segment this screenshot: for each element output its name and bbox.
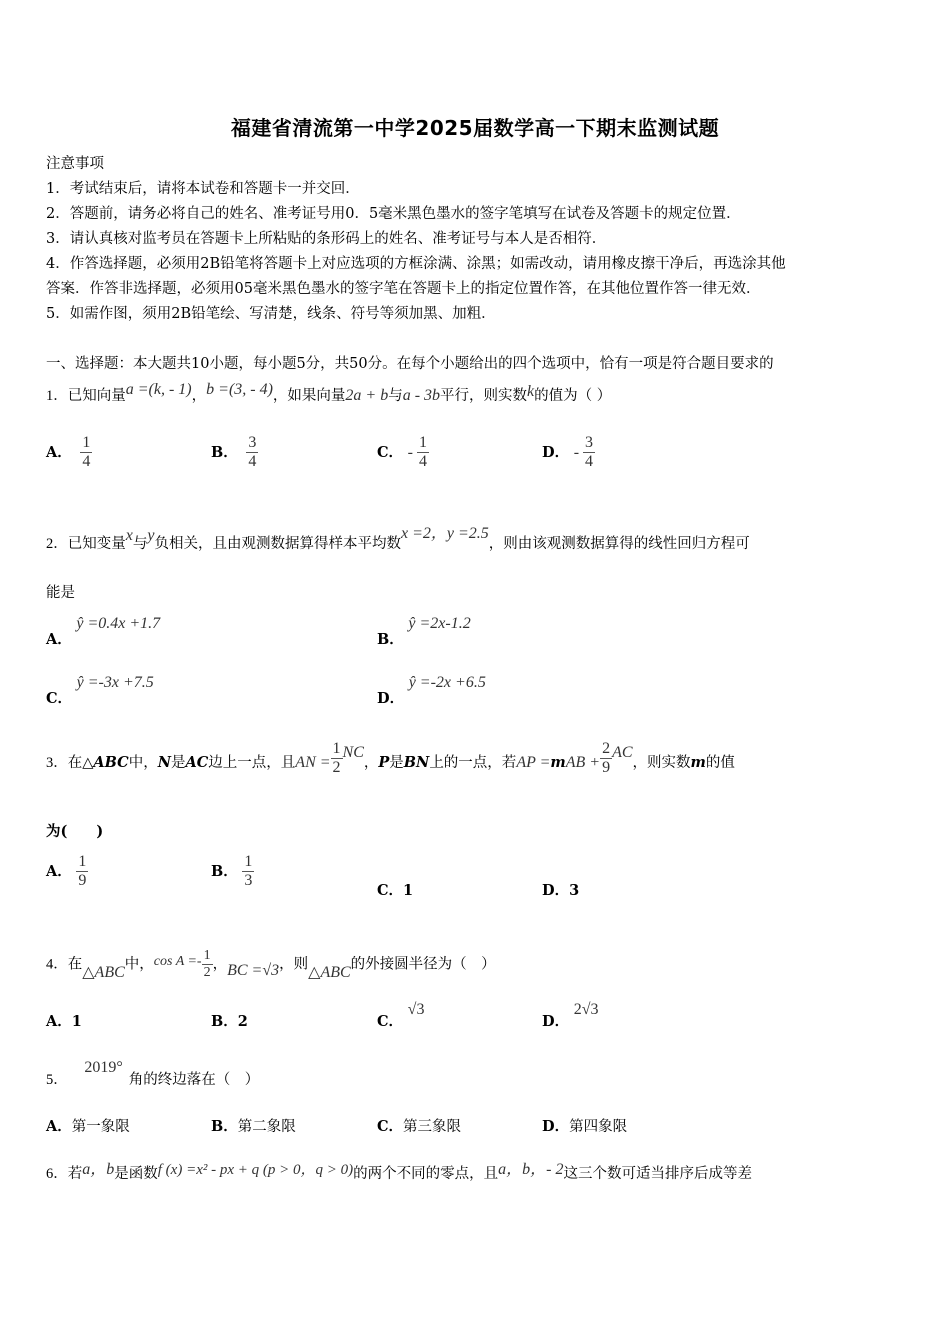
q3-frac-2-den: 9 xyxy=(602,759,611,777)
q1-option-a-label: A． xyxy=(46,443,72,461)
q3-triangle: ABC xyxy=(93,753,129,771)
q1-option-b[interactable] xyxy=(211,434,258,472)
q3-text-6: 是 xyxy=(389,754,404,771)
question-6 xyxy=(46,1160,752,1183)
q4-triangle-2: △ABC xyxy=(308,963,351,981)
q1-option-c-frac xyxy=(417,434,429,472)
q1-option-c-sign: - xyxy=(407,443,413,461)
q1-option-b-num: 3 xyxy=(246,434,258,453)
q3-var-m: m xyxy=(690,753,706,771)
q1-option-b-frac xyxy=(246,434,258,472)
q5-option-b[interactable] xyxy=(211,1115,296,1136)
q5-option-d-label: D． xyxy=(542,1118,570,1135)
q1-option-a-num: 1 xyxy=(80,434,92,453)
q3-text-2: 中， xyxy=(128,754,158,771)
q4-option-d[interactable] xyxy=(542,998,599,1030)
q4-option-b[interactable] xyxy=(211,1010,248,1031)
q3-option-b-label: B． xyxy=(211,862,238,880)
q5-text-1: 角的终边落在（ ） xyxy=(128,1072,260,1088)
q4-text-1: 在 xyxy=(67,956,83,973)
q1-text-6: 的值为（ ） xyxy=(534,388,612,404)
q2-option-c-expr: ŷ =-3x +7.5 xyxy=(76,674,154,691)
question-4 xyxy=(46,948,496,981)
q3-text-9: 的值 xyxy=(705,754,735,771)
q6-numbers: a，b，- 2 xyxy=(498,1161,564,1178)
q1-text-5: 平行，则实数 xyxy=(440,388,528,404)
q1-text-1: 已知向量 xyxy=(67,388,126,404)
q2-text-3: 负相关，且由观测数据算得样本平均数 xyxy=(154,536,401,552)
q5-angle: 2019° xyxy=(84,1059,123,1076)
q1-vector-a: a =(k, - 1) xyxy=(125,381,192,398)
notice-item-2: 2．答题前，请务必将自己的姓名、准考证号用0．5毫米黑色墨水的签字笔填写在试卷及答题卡的规定位置． xyxy=(46,206,741,222)
q1-option-d[interactable] xyxy=(542,434,595,472)
q3-segment-bn: BN xyxy=(403,753,430,771)
q4-option-b-label: B． xyxy=(211,1013,238,1030)
q2-option-b-label: B． xyxy=(377,631,404,648)
q3-point-n: N xyxy=(157,753,171,771)
q1-option-a-den: 4 xyxy=(82,453,91,471)
q1-option-c-den: 4 xyxy=(418,453,427,471)
q3-number: 3． xyxy=(46,754,68,771)
q4-option-c-label: C． xyxy=(377,1013,404,1030)
section-heading: 一、选择题：本大题共10小题，每小题5分，共50分。在每个小题给出的四个选项中，恰有一项是符合题目要求的 xyxy=(46,356,774,372)
q2-option-b-expr: ŷ =2x-1.2 xyxy=(408,615,471,632)
q4-text-2: 中， xyxy=(124,956,154,973)
q1-option-d-den: 4 xyxy=(585,453,594,471)
q4-frac-den: 2 xyxy=(203,965,211,981)
q3-point-p: P xyxy=(378,753,390,771)
q4-option-b-text: 2 xyxy=(237,1013,248,1030)
q4-option-d-expr: 2√3 xyxy=(573,1001,599,1018)
q4-text-3: ， xyxy=(212,956,228,973)
q5-option-a-label: A． xyxy=(46,1118,72,1135)
q5-option-c-label: C． xyxy=(377,1118,404,1135)
q5-option-a-text: 第一象限 xyxy=(71,1119,130,1135)
q4-text-4: ，则 xyxy=(279,956,309,973)
q3-text-1: 在△ xyxy=(67,754,94,771)
q2-option-d[interactable] xyxy=(377,671,486,707)
q3-option-c-label: C． xyxy=(377,882,404,899)
q3-expr-ap: AP = xyxy=(516,753,551,771)
q3-expr-nc: NC xyxy=(342,743,364,761)
q5-option-d-text: 第四象限 xyxy=(569,1119,628,1135)
q4-option-c[interactable] xyxy=(377,998,425,1030)
question-1 xyxy=(46,381,612,405)
q3-expr-an: AN = xyxy=(295,753,331,771)
q3-expr-ab: AB + xyxy=(565,753,601,771)
q3-text-8: ，则实数 xyxy=(632,754,691,771)
q3-frac-1 xyxy=(331,740,343,778)
q6-function: f (x) =x² - px + q (p > 0，q > 0) xyxy=(157,1162,354,1178)
q2-option-a[interactable] xyxy=(46,612,161,648)
question-2 xyxy=(46,525,750,553)
q3-coef-m: m xyxy=(550,753,566,771)
q3-option-c-text: 1 xyxy=(403,882,414,899)
q6-text-3: 的两个不同的零点，且 xyxy=(353,1166,499,1182)
page-title: 福建省清流第一中学2025届数学高一下期末监测试题 xyxy=(230,116,720,140)
q2-option-c[interactable] xyxy=(46,671,154,707)
notice-heading: 注意事项 xyxy=(46,156,104,172)
q1-option-b-label: B． xyxy=(211,443,238,461)
q2-option-c-label: C． xyxy=(46,690,73,707)
q3-expr-ac: AC xyxy=(612,743,633,761)
q6-text-1: 若 xyxy=(67,1166,83,1182)
q3-text-4: 边上一点，且 xyxy=(208,754,296,771)
q5-option-a[interactable] xyxy=(46,1115,130,1136)
q2-var-x: x xyxy=(125,527,133,544)
q1-var-k: k xyxy=(527,383,535,400)
q2-option-a-label: A． xyxy=(46,631,72,648)
q5-option-c-text: 第三象限 xyxy=(403,1119,462,1135)
q3-text-3: 是 xyxy=(171,754,186,771)
q1-option-d-num: 3 xyxy=(583,434,595,453)
q1-text-2: ， xyxy=(191,388,207,404)
q3-option-b-num: 1 xyxy=(242,853,254,872)
q3-frac-1-den: 2 xyxy=(332,759,341,777)
q2-var-y: y xyxy=(147,527,155,544)
q4-option-c-expr: √3 xyxy=(407,1001,425,1018)
notice-item-4-cont: 答案．作答非选择题，必须用05毫米黑色墨水的签字笔在答题卡上的指定位置作答，在其他位置作答一律无效． xyxy=(46,281,761,297)
q3-option-c[interactable] xyxy=(377,879,413,900)
q1-number: 1． xyxy=(46,388,68,404)
question-5 xyxy=(46,1059,260,1089)
notice-item-1: 1．考试结束后，请将本试卷和答题卡一并交回． xyxy=(46,181,360,197)
notice-item-5: 5．如需作图，须用2B铅笔绘、写清楚，线条、符号等须加黑、加粗． xyxy=(46,306,496,322)
q3-frac-2 xyxy=(600,740,612,778)
q2-option-a-expr: ŷ =0.4x +1.7 xyxy=(76,615,161,632)
q3-text-5: ， xyxy=(363,754,379,771)
q2-text-2: 与 xyxy=(132,536,148,552)
q3-option-a-den: 9 xyxy=(78,872,87,890)
q3-option-a-label: A． xyxy=(46,862,72,880)
q1-option-a[interactable] xyxy=(46,434,92,472)
q5-option-c[interactable] xyxy=(377,1115,461,1136)
notice-item-4: 4．作答选择题，必须用2B铅笔将答题卡上对应选项的方框涂满、涂黑；如需改动，请用橡皮擦干净后，再选涂其他 xyxy=(46,256,786,272)
q3-option-d[interactable] xyxy=(542,879,579,900)
q3-option-b-frac xyxy=(242,853,254,891)
q1-expr-2: a - 3b xyxy=(402,387,441,404)
q4-number: 4． xyxy=(46,956,68,973)
q3-text-10: 为( ) xyxy=(46,823,104,840)
q2-option-d-expr: ŷ =-2x +6.5 xyxy=(408,674,486,691)
q5-option-b-text: 第二象限 xyxy=(237,1119,296,1135)
q3-option-a-num: 1 xyxy=(76,853,88,872)
q4-frac xyxy=(202,948,213,981)
q6-text-2: 是函数 xyxy=(114,1166,158,1182)
q4-expr-bc: BC =√3 xyxy=(227,961,280,979)
q2-text-1: 已知变量 xyxy=(67,536,126,552)
q3-option-b-den: 3 xyxy=(244,872,253,890)
q4-option-d-label: D． xyxy=(542,1013,570,1030)
q3-option-d-text: 3 xyxy=(569,882,580,899)
notice-item-3: 3．请认真核对监考员在答题卡上所粘贴的条形码上的姓名、准考证号与本人是否相符． xyxy=(46,231,607,247)
q2-option-d-label: D． xyxy=(377,690,405,707)
q1-text-3: ，如果向量 xyxy=(272,388,346,404)
q1-option-d-label: D． xyxy=(542,443,570,461)
q2-text-5: 能是 xyxy=(46,585,75,601)
q5-number: 5． xyxy=(46,1072,68,1088)
q3-option-a-frac xyxy=(76,853,88,891)
q4-expr-cos: cos A =- xyxy=(153,953,202,969)
q1-option-c-num: 1 xyxy=(417,434,429,453)
q1-expr-1: 2a + b xyxy=(345,387,389,404)
q2-option-b[interactable] xyxy=(377,612,471,648)
q1-option-c-label: C． xyxy=(377,443,404,461)
q2-number: 2． xyxy=(46,536,68,552)
q1-option-c[interactable] xyxy=(377,434,429,472)
q2-text-4: ，则由该观测数据算得的线性回归方程可 xyxy=(488,536,750,552)
q1-vector-b: b =(3, - 4) xyxy=(206,381,273,398)
q4-triangle-1: △ABC xyxy=(82,963,125,981)
q3-side-ac: AC xyxy=(185,753,209,771)
q4-frac-num: 1 xyxy=(202,948,213,965)
q3-option-a[interactable] xyxy=(46,853,88,891)
q1-option-d-sign: - xyxy=(573,443,580,461)
q1-option-d-frac xyxy=(583,434,595,472)
q6-text-4: 这三个数可适当排序后成等差 xyxy=(563,1166,752,1182)
q5-option-b-label: B． xyxy=(211,1118,238,1135)
q3-option-d-label: D． xyxy=(542,882,570,899)
q4-option-a-label: A． xyxy=(46,1013,72,1030)
question-3 xyxy=(46,740,735,782)
q4-option-a[interactable] xyxy=(46,1010,82,1031)
q4-text-5: 的外接圆半径为（ ） xyxy=(350,956,496,973)
q1-text-4: 与 xyxy=(388,388,403,404)
q3-frac-2-num: 2 xyxy=(600,740,612,759)
q6-number: 6． xyxy=(46,1166,68,1182)
q1-option-a-frac xyxy=(80,434,92,472)
q4-option-a-text: 1 xyxy=(71,1013,82,1030)
q3-text-7: 上的一点，若 xyxy=(429,754,517,771)
q1-option-b-den: 4 xyxy=(248,453,257,471)
q5-option-d[interactable] xyxy=(542,1115,627,1136)
q3-option-b[interactable] xyxy=(211,853,254,891)
q2-means: x =2，y =2.5 xyxy=(400,525,489,542)
q6-vars-ab: a，b xyxy=(82,1161,115,1178)
q3-frac-1-num: 1 xyxy=(331,740,343,759)
